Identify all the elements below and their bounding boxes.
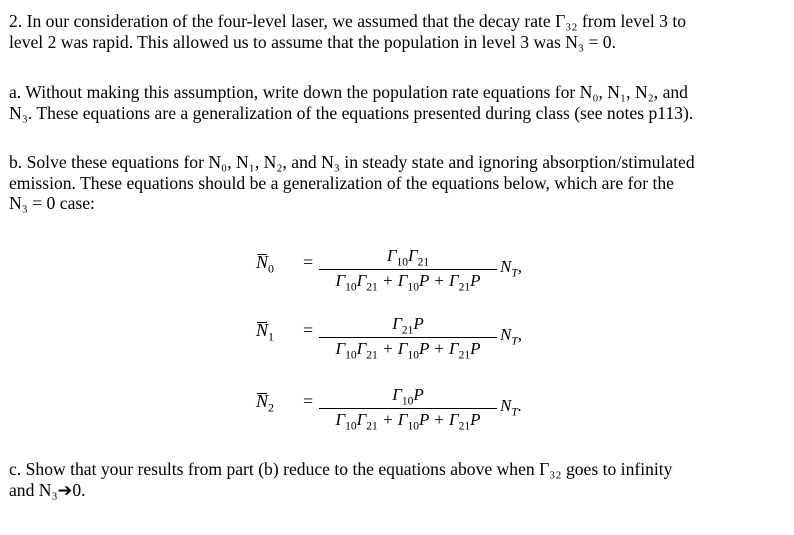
fraction-bar	[319, 337, 497, 338]
equation-rhs: $N_T$,	[500, 325, 522, 348]
equation-n1	[256, 314, 586, 374]
fraction-bar	[319, 408, 497, 409]
denominator: $\Gamma_{10}\Gamma_{21} + \Gamma_{10}P + \Gamma_{21}P$	[335, 339, 481, 362]
equation-lhs: $N_0$	[256, 252, 275, 276]
intro-line-1: 2. In our consideration of the four-level laser, we assumed that the decay rate Γ₃₂ from level 3 to	[9, 11, 686, 31]
denominator: $\Gamma_{10}\Gamma_{21} + \Gamma_{10}P + \Gamma_{21}P$	[335, 271, 481, 294]
denominator: $\Gamma_{10}\Gamma_{21} + \Gamma_{10}P + \Gamma_{21}P$	[335, 410, 481, 433]
problem-intro	[9, 11, 791, 52]
equals-sign: =	[303, 320, 314, 340]
part-b-line-3: N₃ = 0 case:	[9, 193, 95, 213]
part-c	[9, 459, 791, 500]
equation-n0	[256, 246, 586, 306]
part-a-line-1: a. Without making this assumption, write down the population rate equations for N₀, N₁, N₂, and	[9, 82, 688, 102]
numerator: $\Gamma_{21}P$	[392, 314, 424, 337]
part-a-line-2: N₃. These equations are a generalization of the equations presented during class (see notes p113).	[9, 102, 694, 123]
equation-lhs: $N_1$	[256, 320, 275, 344]
numerator: $\Gamma_{10}\Gamma_{21}$	[386, 246, 430, 269]
intro-line-2: level 2 was rapid. This allowed us to assume that the population in level 3 was N₃ = 0.	[9, 31, 616, 52]
part-c-line-2: and N₃➔0.	[9, 479, 86, 500]
part-b-line-1: b. Solve these equations for N₀, N₁, N₂, and N₃ in steady state and ignoring absorption/stimulated	[9, 152, 695, 172]
equals-sign: =	[303, 252, 314, 272]
fraction-bar	[319, 269, 497, 270]
equation-lhs: $N_2$	[256, 391, 275, 415]
equation-rhs: $N_T$,	[500, 257, 522, 280]
part-b	[9, 152, 791, 214]
equation-n2	[256, 385, 586, 445]
equals-sign: =	[303, 391, 314, 411]
part-b-line-2: emission. These equations should be a generalization of the equations below, which are for the	[9, 172, 674, 193]
equation-rhs: $N_T$.	[500, 396, 522, 419]
part-c-line-1: c. Show that your results from part (b) reduce to the equations above when Γ₃₂ goes to infinity	[9, 459, 673, 479]
part-a	[9, 82, 791, 123]
numerator: $\Gamma_{10}P$	[392, 385, 424, 408]
